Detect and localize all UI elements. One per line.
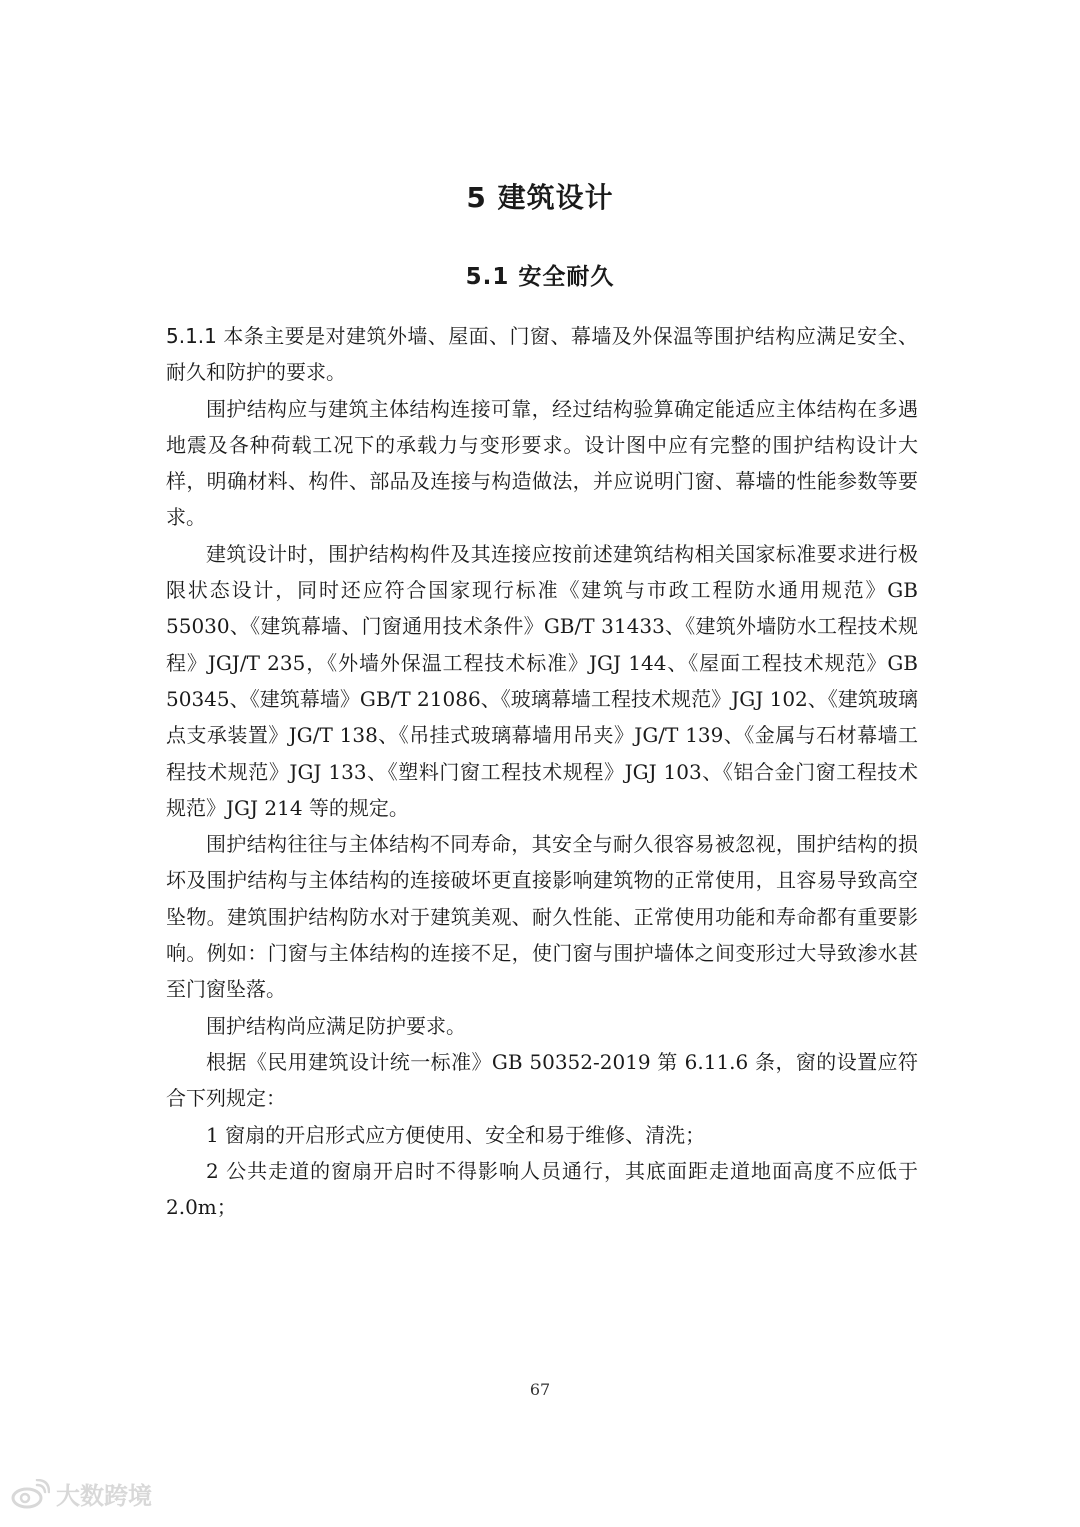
paragraph-connection: 围护结构应与建筑主体结构连接可靠，经过结构验算确定能适应主体结构在多遇地震及各种荷载工况下的承载力与变形要求。设计图中应有完整的围护结构设计大样，明确材料、构件、部品及连接与构造做法，并应说明门窗、幕墙的性能参数等要求。 [166,396,918,530]
section-title: 5.1 安全耐久 [465,264,615,290]
clause-number: 5.1.1 [166,324,217,348]
list-item-2: 2 公共走道的窗扇开启时不得影响人员通行，其底面距走道地面高度不应低于 2.0m； [166,1158,918,1220]
paragraph-standards: 建筑设计时，围护结构构件及其连接应按前述建筑结构相关国家标准要求进行极限状态设计，同时还应符合国家现行标准《建筑与市政工程防水通用规范》GB 55030、《建筑幕墙、门窗通用技术条件》GB/T 31433、《建筑外墙防水工程技术规程》JGJ/T 235，《外墙外保温工程技术标准》JGJ 144、《屋面工程技术规范》GB 50345、《建筑幕墙》GB/T 21086、《玻璃幕墙工程技术规范》JGJ 102、《建筑玻璃点支承装置》JG/T 138、《吊挂式玻璃幕墙用吊夹》JG/T 139、《金属与石材幕墙工程技术规范》JGJ 133、《塑料门窗工程技术规程》JGJ 103、《铝合金门窗工程技术规范》JGJ 214 等的规定。 [166,541,918,820]
body-text [166,318,918,1225]
chapter-title: 5 建筑设计 [466,181,614,214]
watermark-text: 大数跨境 [56,1482,152,1510]
clause-text: 本条主要是对建筑外墙、屋面、门窗、幕墙及外保温等围护结构应满足安全、耐久和防护的要求。 [166,324,918,385]
watermark [10,1476,152,1511]
weibo-logo-icon [10,1479,50,1509]
page-number: 67 [529,1380,551,1399]
paragraph-protection: 围护结构尚应满足防护要求。 [206,1013,466,1038]
list-item-1: 1 窗扇的开启形式应方便使用、安全和易于维修、清洗； [206,1122,706,1147]
paragraph-window-rules: 根据《民用建筑设计统一标准》GB 50352-2019 第 6.11.6 条，窗的设置应符合下列规定： [166,1049,918,1111]
clause-paragraph [166,318,918,391]
paragraph-durability: 围护结构往往与主体结构不同寿命，其安全与耐久很容易被忽视，围护结构的损坏及围护结构与主体结构的连接破坏更直接影响建筑物的正常使用，且容易导致高空坠物。建筑围护结构防水对于建筑美观、耐久性能、正常使用功能和寿命都有重要影响。例如：门窗与主体结构的连接不足，使门窗与围护墙体之间变形过大导致渗水甚至门窗坠落。 [166,832,918,1002]
